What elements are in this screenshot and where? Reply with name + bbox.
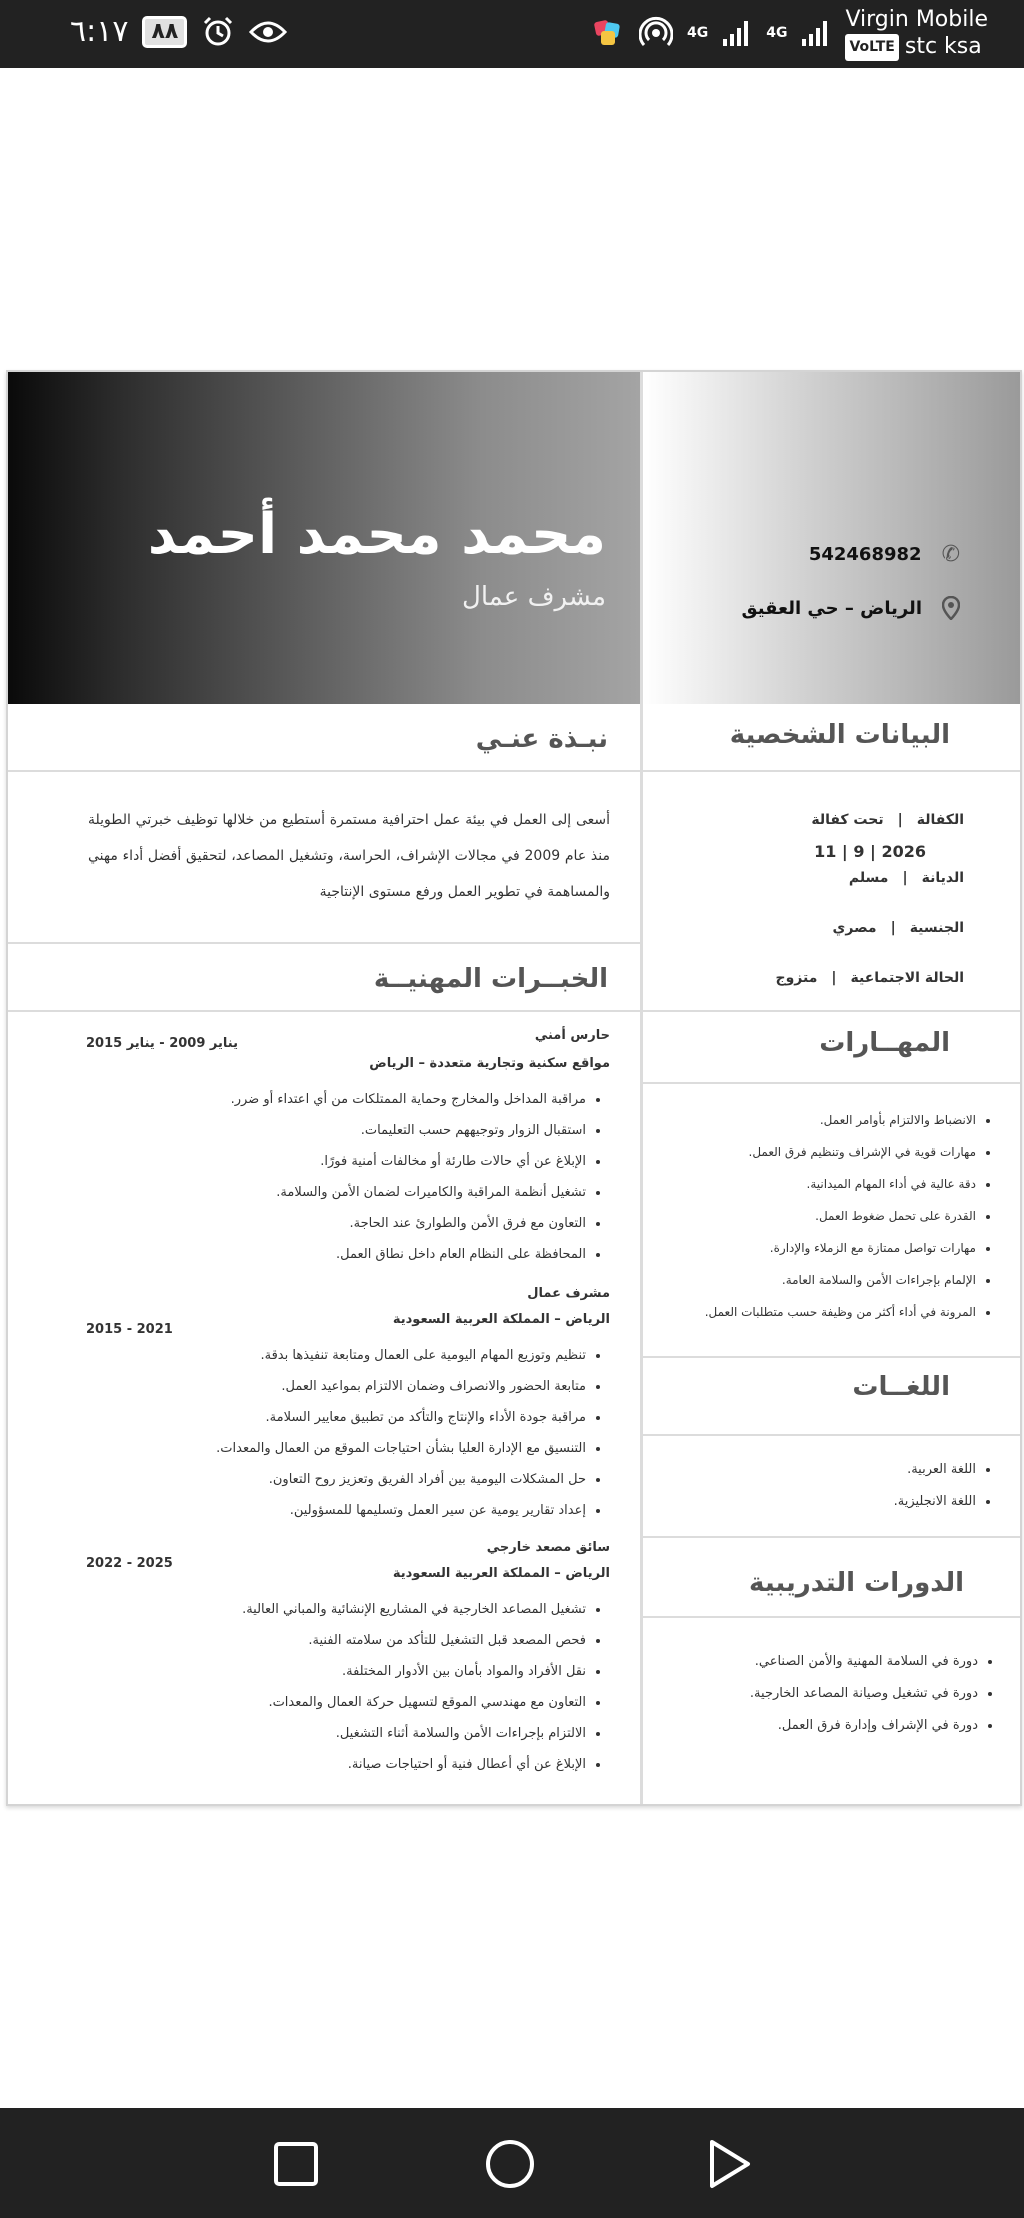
cv-name: محمد محمد أحمد (147, 502, 606, 567)
task-item: • تشغيل أنظمة المراقبة والكاميرات لضمان الأمن والسلامة. (231, 1177, 586, 1208)
phone-icon: ✆ (941, 542, 960, 567)
languages-title: اللغــات (852, 1372, 950, 1402)
skill-item: • مهارات قوية في الإشراف وتنظيم فرق العمل. (705, 1136, 976, 1168)
courses-title: الدورات التدريبية (749, 1568, 964, 1598)
task-item: • الإبلاغ عن أي أعطال فنية أو احتياجات صيانة. (242, 1749, 586, 1780)
divider-line (643, 770, 1020, 772)
carrier-info (845, 6, 988, 61)
divider-line (643, 1616, 1020, 1618)
divider-line (643, 1536, 1020, 1538)
signal-icon (722, 19, 752, 47)
courses-list (750, 1646, 1000, 1742)
network-type-1: 4G (687, 25, 709, 42)
divider-line (643, 1082, 1020, 1084)
religion-label: الديانة (921, 870, 964, 886)
contact-phone (809, 542, 960, 567)
home-button[interactable] (484, 2138, 536, 2190)
language-item: • اللغة العربية. (894, 1454, 976, 1486)
languages-list (894, 1454, 998, 1518)
course-item: • دورة في الإشراف وإدارة فرق العمل. (750, 1710, 978, 1742)
nationality-value: مصري (832, 920, 877, 936)
date-row (814, 842, 926, 861)
divider-line (643, 1434, 1020, 1436)
about-title: نبـذة عنـي (475, 724, 608, 754)
job-title: سائق مصعد خارجي (486, 1540, 610, 1555)
skills-title: المهــارات (819, 1028, 950, 1058)
sponsorship-value: تحت كفالة (811, 812, 884, 828)
contact-address (742, 596, 960, 620)
task-item: • التعاون مع فرق الأمن والطوارئ عند الحاجة. (231, 1208, 586, 1239)
job-period: 2015 - 2021 (86, 1322, 173, 1337)
task-item: • التنسيق مع الإدارة العليا بشأن احتياجات الموقع من العمال والمعدات. (216, 1433, 586, 1464)
job-tasks (216, 1340, 610, 1526)
job-tasks (242, 1594, 610, 1780)
job-company: مواقع سكنية وتجارية متعددة – الرياض (369, 1056, 610, 1071)
task-item: • فحص المصعد قبل التشغيل للتأكد من سلامته الفنية. (242, 1625, 586, 1656)
task-item: • متابعة الحضور والانصراف وضمان الالتزام بمواعيد العمل. (216, 1371, 586, 1402)
task-item: • الإبلاغ عن أي حالات طارئة أو مخالفات أمنية فورًا. (231, 1146, 586, 1177)
skill-item: • الإلمام بإجراءات الأمن والسلامة العامة. (705, 1264, 976, 1296)
cv-header-banner (8, 372, 640, 704)
task-item: • إعداد تقارير يومية عن سير العمل وتسليمها للمسؤولين. (216, 1495, 586, 1526)
job-period: 2022 - 2025 (86, 1556, 173, 1571)
about-text: أسعى إلى العمل في بيئة عمل احترافية مستمرة أستطيع من خلالها توظيف خبرتي الطويلة منذ عام 2009 في مجالات الإشراف، الحراسة، وتشغيل المصاعد، لتحقيق أفضل أداء مهني والمساهمة في تطوير العمل ورفع مستوى الإنتاجية (88, 812, 610, 900)
sponsorship-row: الكفالة|تحت كفالة (811, 812, 964, 828)
battery-icon: ٨٨ (142, 16, 187, 48)
hotspot-icon (639, 16, 673, 50)
language-item: • اللغة الانجليزية. (894, 1486, 976, 1518)
signal-icon (801, 19, 831, 47)
sponsorship-label: الكفالة (916, 812, 964, 828)
divider-line (8, 770, 640, 772)
task-item: • مراقبة المداخل والمخارج وحماية الممتلكات من أي اعتداء أو ضرر. (231, 1084, 586, 1115)
job-title: مشرف عمال (527, 1286, 610, 1301)
status-right (593, 6, 988, 61)
skills-list (705, 1104, 998, 1328)
religion-row: الديانة|مسلم (848, 870, 964, 886)
cv-page (6, 370, 1022, 1806)
phone-number: 542468982 (808, 544, 922, 565)
network-type-2: 4G (766, 25, 788, 42)
navigation-bar (0, 2108, 1024, 2218)
task-item: • مراقبة جودة الأداء والإنتاج والتأكد من تطبيق معايير السلامة. (216, 1402, 586, 1433)
task-item: • تشغيل المصاعد الخارجية في المشاريع الإنشائية والمباني العالية. (242, 1594, 586, 1625)
status-bar (0, 0, 1024, 68)
course-item: • دورة في تشغيل وصيانة المصاعد الخارجية. (750, 1678, 978, 1710)
cv-contact-panel (643, 372, 1020, 704)
job-tasks (231, 1084, 610, 1270)
task-item: • تنظيم وتوزيع المهام اليومية على العمال ومتابعة تنفيذها بدقة. (216, 1340, 586, 1371)
nationality-label: الجنسية (909, 920, 964, 936)
skill-item: • دقة عالية في أداء المهام الميدانية. (705, 1168, 976, 1200)
job-company: الرياض – المملكة العربية السعودية (392, 1312, 610, 1327)
date-value: 11 | 9 | 2026 (814, 842, 926, 861)
task-item: • التعاون مع مهندسي الموقع لتسهيل حركة العمال والمعدات. (242, 1687, 586, 1718)
job-entry (8, 1028, 640, 1298)
skill-item: • القدرة على تحمل ضغوط العمل. (705, 1200, 976, 1232)
volte-badge: VoLTE (845, 34, 898, 61)
app-notification-icon (593, 17, 625, 49)
marital-row: الحالة الاجتماعية|متزوج (775, 970, 964, 986)
task-item: • استقبال الزوار وتوجيههم حسب التعليمات. (231, 1115, 586, 1146)
skill-item: • المرونة في أداء أكثر من وظيفة حسب متطلبات العمل. (705, 1296, 976, 1328)
marital-label: الحالة الاجتماعية (850, 970, 964, 986)
marital-value: متزوج (775, 970, 818, 986)
personal-info-title: البيانات الشخصية (729, 720, 950, 750)
cv-job-title: مشرف عمال (461, 582, 606, 612)
divider-line (643, 1356, 1020, 1358)
job-entry (8, 1286, 640, 1556)
skill-item: • الانضباط والالتزام بأوامر العمل. (705, 1104, 976, 1136)
job-entry (8, 1540, 640, 1800)
task-item: • نقل الأفراد والمواد بأمان بين الأدوار المختلفة. (242, 1656, 586, 1687)
eye-icon (249, 18, 287, 46)
experience-title: الخبــرات المهنيــة (373, 964, 608, 994)
task-item: • حل المشكلات اليومية بين أفراد الفريق وتعزيز روح التعاون. (216, 1464, 586, 1495)
column-divider (640, 372, 643, 1804)
divider-line (8, 942, 640, 944)
recent-apps-button[interactable] (270, 2138, 322, 2190)
address-text: الرياض – حي العقيق (741, 597, 922, 619)
job-company: الرياض – المملكة العربية السعودية (392, 1566, 610, 1581)
skill-item: • مهارات تواصل ممتازة مع الزملاء والإدارة. (705, 1232, 976, 1264)
status-left (70, 14, 287, 49)
alarm-icon (201, 15, 235, 49)
nationality-row: الجنسية|مصري (832, 920, 964, 936)
religion-value: مسلم (848, 870, 889, 886)
job-title: حارس أمني (534, 1028, 610, 1043)
task-item: • المحافظة على النظام العام داخل نطاق العمل. (231, 1239, 586, 1270)
job-period: يناير 2009 - يناير 2015 (86, 1036, 238, 1051)
back-button[interactable] (702, 2138, 754, 2190)
clock: ٦:١٧ (70, 14, 129, 49)
course-item: • دورة في السلامة المهنية والأمن الصناعي. (750, 1646, 978, 1678)
carrier-secondary: stc ksa (904, 34, 982, 59)
divider-line (8, 1010, 1020, 1012)
task-item: • الالتزام بإجراءات الأمن والسلامة أثناء التشغيل. (242, 1718, 586, 1749)
location-pin-icon (942, 596, 960, 620)
carrier-primary: Virgin Mobile (845, 7, 988, 32)
